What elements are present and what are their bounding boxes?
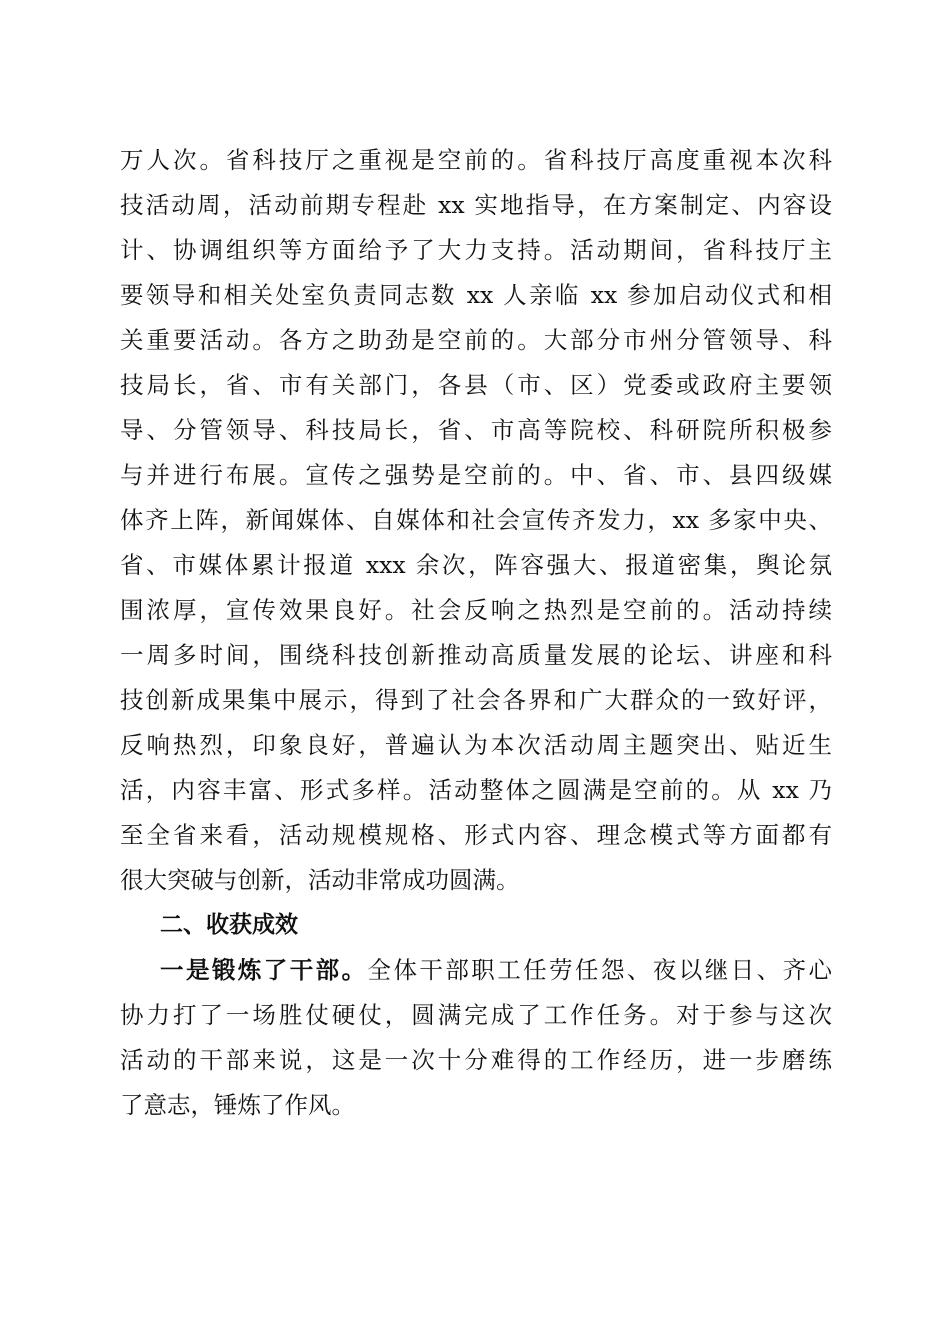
text-line: 体齐上阵，新闻媒体、自媒体和社会宣传齐发力，xx 多家中央、 [120, 506, 832, 534]
text-line: 协力打了一场胜仗硬仗，圆满完成了工作任务。对于参与这次 [120, 1001, 832, 1029]
text-line: 很大突破与创新，活动非常成功圆满。 [120, 866, 520, 894]
text-line: 活，内容丰富、形式多样。活动整体之圆满是空前的。从 xx 乃 [120, 776, 832, 804]
paragraph-lead: 一是锻炼了干部。 [160, 956, 368, 984]
paragraph-1 [120, 138, 832, 903]
paragraph-lead-rest: 全体干部职工任劳任怨、夜以继日、齐心 [367, 956, 833, 984]
text-line: 技活动周，活动前期专程赴 xx 实地指导，在方案制定、内容设 [120, 191, 832, 219]
text-line: 省、市媒体累计报道 xxx 余次，阵容强大、报道密集，舆论氛 [120, 551, 832, 579]
text-line: 活动的干部来说，这是一次十分难得的工作经历，进一步磨练 [120, 1046, 832, 1074]
text-line: 了意志，锤炼了作风。 [120, 1091, 355, 1119]
text-line [120, 948, 832, 993]
paragraph-2 [120, 948, 832, 1128]
text-line: 万人次。省科技厅之重视是空前的。省科技厅高度重视本次科 [120, 146, 832, 174]
text-line: 围浓厚，宣传效果良好。社会反响之热烈是空前的。活动持续 [120, 596, 832, 624]
text-line: 技创新成果集中展示，得到了社会各界和广大群众的一致好评， [120, 686, 832, 714]
section-heading: 二、收获成效 [160, 912, 298, 938]
text-line: 与并进行布展。宣传之强势是空前的。中、省、市、县四级媒 [120, 461, 832, 489]
document-body [120, 138, 832, 1128]
text-line: 计、协调组织等方面给予了大力支持。活动期间，省科技厅主 [120, 236, 832, 264]
text-line: 一周多时间，围绕科技创新推动高质量发展的论坛、讲座和科 [120, 641, 832, 669]
text-line: 要领导和相关处室负责同志数 xx 人亲临 xx 参加启动仪式和相 [120, 281, 832, 309]
text-line: 至全省来看，活动规模规格、形式内容、理念模式等方面都有 [120, 821, 832, 849]
text-line: 导、分管领导、科技局长，省、市高等院校、科研院所积极参 [120, 416, 832, 444]
text-line: 关重要活动。各方之助劲是空前的。大部分市州分管领导、科 [120, 326, 832, 354]
text-line: 技局长，省、市有关部门，各县（市、区）党委或政府主要领 [120, 371, 832, 399]
text-line: 反响热烈，印象良好，普遍认为本次活动周主题突出、贴近生 [120, 731, 832, 759]
